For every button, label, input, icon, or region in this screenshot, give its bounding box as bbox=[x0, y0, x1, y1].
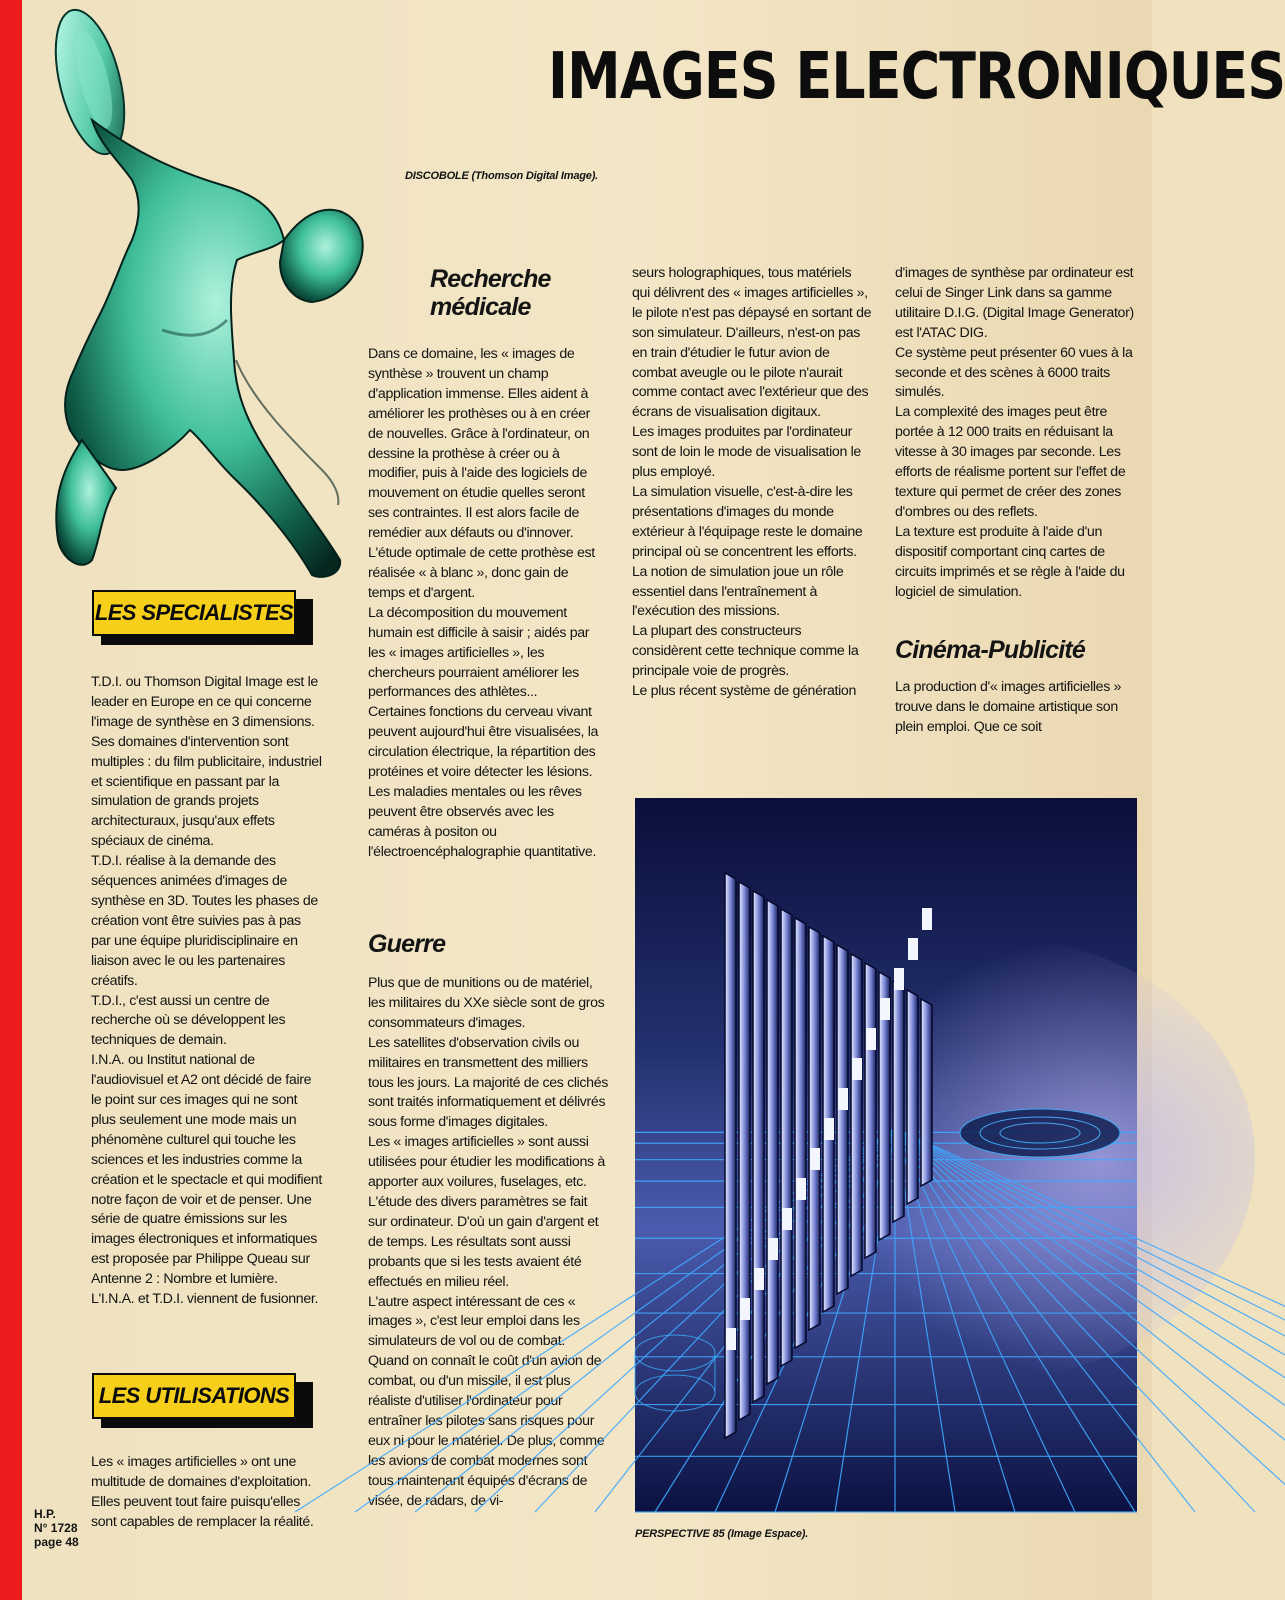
specialistes-paragraph: I.N.A. ou Institut national de l'audiovisuel et A2 ont décidé de faire le point sur ces images qui ne sont plus seulement une mode mais un phénomène culturel qui touche les sciences et les industries comme la création et le spectacle et qui modifient notre façon de voir et de penser. Une série de quatre émissions sur les images électroniques et informatiques est proposée par Philippe Queau sur Antenne 2 : Nombre et lumière. L'I.N.A. et T.D.I. viennent de fusionner. bbox=[91, 1052, 322, 1308]
panel-highlight bbox=[782, 1208, 792, 1230]
panel-highlight bbox=[740, 1298, 750, 1320]
specialistes-paragraph: T.D.I. réalise à la demande des séquences animées d'images de synthèse en 3D. Toutes les phases de création vont être suivies pas à pas par une équipe pluridisciplinaire en liaison avec le ou les partenaires créatifs. bbox=[91, 853, 318, 989]
recherche-paragraph: Les maladies mentales ou les rêves peuvent être observés avec les caméras à positon ou l'électroencéphalographie quantitative. bbox=[368, 783, 597, 860]
mirror-panel bbox=[753, 891, 764, 1402]
specialistes-paragraph: T.D.I. ou Thomson Digital Image est le leader en Europe en ce qui concerne l'image de synthèse en 3 dimensions. bbox=[91, 674, 318, 730]
guerre-paragraph: Plus que de munitions ou de matériel, les militaires du XXe siècle sont de gros consommateurs d'images. bbox=[368, 975, 605, 1031]
panel-highlight bbox=[824, 1118, 834, 1140]
cinema-heading: Cinéma-Publicité bbox=[895, 636, 1086, 665]
mirror-panel bbox=[739, 882, 750, 1420]
recherche-paragraph: La décomposition du mouvement humain est difficile à saisir ; aidés par les « images artificielles », les chercheurs pourraient améliorer les performances des athlètes... bbox=[368, 604, 590, 701]
discus-shape bbox=[43, 3, 137, 161]
specialistes-heading: LES SPECIALISTES bbox=[92, 590, 296, 636]
page-title: IMAGES ELECTRONIQUES bbox=[548, 40, 1285, 114]
folio-line: H.P. bbox=[34, 1507, 56, 1521]
recherche-paragraph: Certaines fonctions du cerveau vivant peuvent aujourd'hui être visualisées, la circulation électrique, la répartition des protéines et voire détecter les lésions. bbox=[368, 704, 599, 781]
utilisations-heading: LES UTILISATIONS bbox=[92, 1373, 296, 1419]
simulation-paragraph: seurs holographiques, tous matériels qui délivrent des « images artificielles », le pilote n'est pas dépaysé en sortant de son simulateur. D'ailleurs, n'est-on pas en train d'étudier le futur avion de combat aveugle ou le pilote n'aurait comme contact avec l'extérieur que des écrans de visualisation digitaux. bbox=[632, 265, 872, 421]
specialistes-box bbox=[92, 590, 304, 636]
simulation-paragraph: Le plus récent système de génération bbox=[632, 683, 857, 700]
specialistes-column bbox=[91, 673, 323, 1310]
simulation-column bbox=[632, 264, 872, 702]
athlete-figure bbox=[56, 120, 362, 577]
mirror-panel bbox=[781, 909, 792, 1366]
perspective-caption: PERSPECTIVE 85 (Image Espace). bbox=[635, 1528, 809, 1540]
mirror-panel bbox=[809, 927, 820, 1330]
systeme-paragraph: La texture est produite à l'aide d'un dispositif comportant cinq cartes de circuits imprimés et se règle à l'aide du logiciel de simulation. bbox=[895, 523, 1125, 600]
perspective-illustration bbox=[635, 798, 1137, 1512]
panel-highlight bbox=[768, 1238, 778, 1260]
folio-line: N° 1728 bbox=[34, 1521, 78, 1535]
panel-highlight bbox=[908, 938, 918, 960]
utilisations-paragraph: Les « images artificielles » ont une multitude de domaines d'exploitation. Elles peuvent tout faire puisqu'elles sont capables de remplacer la réalité. bbox=[91, 1454, 314, 1530]
guerre-paragraph: Les « images artificielles » sont aussi utilisées pour étudier les modifications à apporter aux voilures, fuselages, etc. L'étude des divers paramètres se fait sur ordinateur. D'où un gain d'argent et de temps. Les résultats sont aussi probants que si les tests avaient été effectués en milieu réel. bbox=[368, 1134, 605, 1290]
guerre-column bbox=[368, 930, 608, 1511]
recherche-column bbox=[368, 265, 608, 863]
panel-highlight bbox=[754, 1268, 764, 1290]
mirror-panel bbox=[725, 873, 736, 1438]
mirror-panel bbox=[907, 990, 918, 1204]
systeme-paragraph: Ce système peut présenter 60 vues à la seconde et des scènes à 6000 traits simulés. bbox=[895, 344, 1133, 401]
grid-dome bbox=[960, 1109, 1120, 1157]
simulation-paragraph: La plupart des constructeurs considèrent cette technique comme la principale voie de progrès. bbox=[632, 623, 859, 680]
panel-highlight bbox=[880, 998, 890, 1020]
recherche-heading-line2: médicale bbox=[430, 293, 531, 321]
discobole-caption: DISCOBOLE (Thomson Digital Image). bbox=[405, 170, 599, 182]
discobole-illustration bbox=[22, 0, 382, 590]
simulation-paragraph: Les images produites par l'ordinateur sont de loin le mode de visualisation le plus employé. bbox=[632, 424, 861, 481]
utilisations-box bbox=[92, 1373, 304, 1419]
panel-highlight bbox=[810, 1148, 820, 1170]
simulation-paragraph: La simulation visuelle, c'est-à-dire les présentations d'images du monde extérieur à l'équipage reste le domaine principal où se concentrent les efforts. bbox=[632, 483, 863, 560]
panel-highlight bbox=[894, 968, 904, 990]
recherche-paragraph: L'étude optimale de cette prothèse est réalisée « à blanc », donc gain de temps et d'argent. bbox=[368, 545, 595, 601]
guerre-paragraph: L'autre aspect intéressant de ces « images », c'est leur emploi dans les simulateurs de vol ou de combat. Quand on connaît le coût d'un avion de combat, ou d'un missile, il est plus réaliste d'utiliser l'ordinateur pour entraîner les pilotes sans risques pour eux ni pour le matériel. De plus, comme les avions de combat modernes sont tous maintenant équipés d'écrans de visée, de radars, de vi- bbox=[368, 1293, 605, 1509]
mirror-panel bbox=[921, 999, 932, 1186]
mirror-panel bbox=[893, 981, 904, 1222]
mirror-panel bbox=[851, 954, 862, 1276]
recherche-heading bbox=[430, 265, 608, 321]
systeme-column bbox=[895, 264, 1140, 738]
panel-highlight bbox=[852, 1058, 862, 1080]
page-folio bbox=[34, 1507, 79, 1549]
panel-highlight bbox=[838, 1088, 848, 1110]
guerre-paragraph: Les satellites d'observation civils ou militaires en transmettent des milliers tous les jours. La majorité de ces clichés sont traités informatiquement et délivrés sous forme d'images digitales. bbox=[368, 1034, 609, 1131]
folio-line: page 48 bbox=[34, 1535, 79, 1549]
simulation-paragraph: La notion de simulation joue un rôle essentiel dans l'entraînement à l'exécution des missions. bbox=[632, 563, 844, 620]
specialistes-paragraph: Ses domaines d'intervention sont multiples : du film publicitaire, industriel et scientifique en passant par la simulation de grands projets architecturaux, jusqu'aux effets spéciaux de cinéma. bbox=[91, 733, 322, 850]
panel-highlight bbox=[796, 1178, 806, 1200]
red-edge-bar bbox=[0, 0, 22, 1600]
panel-highlight bbox=[726, 1328, 736, 1350]
systeme-paragraph: d'images de synthèse par ordinateur est celui de Singer Link dans sa gamme utilitaire D.I.G. (Digital Image Generator) est l'ATAC DIG. bbox=[895, 265, 1134, 341]
systeme-paragraph: La complexité des images peut être portée à 12 000 traits en réduisant la vitesse à 30 images par seconde. Les efforts de réalisme portent sur l'effet de texture qui permet de créer des zones d'ombres ou des reflets. bbox=[895, 404, 1126, 520]
panel-highlight bbox=[922, 908, 932, 930]
mirror-panel bbox=[795, 918, 806, 1348]
specialistes-paragraph: T.D.I., c'est aussi un centre de recherche où se développent les techniques de demain. bbox=[91, 992, 286, 1049]
mirror-panel bbox=[837, 945, 848, 1294]
recherche-paragraph: Dans ce domaine, les « images de synthèse » trouvent un champ d'application immense. Elles aident à améliorer les prothèses ou à en créer de nouvelles. Grâce à l'ordinateur, on dessine la prothèse à créer ou à modifier, puis à l'aide des logiciels de mouvement on étudie quelles seront ses contraintes. Il est alors facile de remédier aux défauts ou d'innover. bbox=[368, 346, 591, 542]
guerre-heading: Guerre bbox=[368, 930, 446, 958]
cinema-paragraph: La production d'« images artificielles » trouve dans le domaine artistique son plein emploi. Que ce soit bbox=[895, 679, 1122, 736]
utilisations-column bbox=[91, 1453, 323, 1533]
mirror-panel bbox=[767, 900, 778, 1384]
mirror-panel bbox=[865, 963, 876, 1258]
recherche-heading-line1: Recherche bbox=[430, 265, 551, 293]
panel-highlight bbox=[866, 1028, 876, 1050]
